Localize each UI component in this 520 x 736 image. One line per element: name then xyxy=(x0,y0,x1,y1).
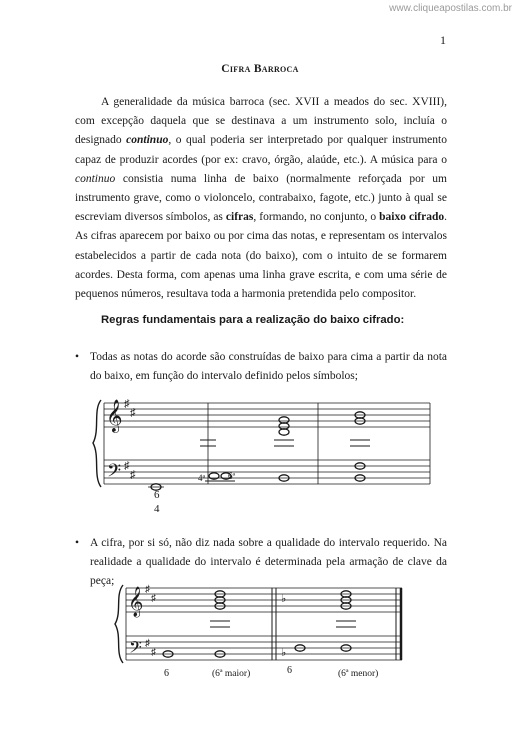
sharp-icon: ♯ xyxy=(130,469,136,481)
treble-clef-icon: 𝄞 xyxy=(106,401,123,432)
bass-clef-icon: 𝄢 xyxy=(107,460,122,485)
intro-text-4: , formando, no conjunto, o xyxy=(253,211,380,224)
sharp-icon: ♯ xyxy=(124,460,130,472)
page-title: Cifra Barroca xyxy=(221,63,299,75)
intro-text-1: A generalidade da música barroca (sec. XVII a meados do sec. XVIII), com excepção daquela que se destinava a um instrumento solo, incluía o designado xyxy=(75,96,447,147)
brace-icon xyxy=(93,400,101,487)
bullet-text-1: Todas as notas do acorde são construídas de baixo para cima a partir da nota do baixo, em função do intervalo definido pelos símbolos; xyxy=(90,351,447,383)
interval-label-4a: 4ª xyxy=(198,473,205,483)
term-continuo: continuo xyxy=(126,134,169,147)
figure-left: 6 xyxy=(164,668,169,679)
bullet-dot: • xyxy=(75,537,80,549)
interval-label-6a: 6ª xyxy=(228,471,235,481)
sharp-icon: ♯ xyxy=(151,593,156,604)
bullet-dot: • xyxy=(75,351,80,363)
figure-top: 6 xyxy=(154,489,160,501)
figure-right: 6 xyxy=(287,665,292,676)
term-cifras: cifras xyxy=(225,211,254,224)
treble-clef-icon: 𝄞 xyxy=(128,587,144,616)
intro-text-2: , o qual poderia ser interpretado por qualquer instrumento capaz de produzir acordes (por ex: cravo, órgão, alaúde, etc.). A música para o xyxy=(75,134,447,166)
intro-text-5: . As cifras aparecem por baixo ou por cima das notas, e representam os intervalos estabelecidos a partir de cada nota (do baixo), com o intuito de se formarem acordes. Desta forma, com apenas uma linha grave escrita, e com uma série de pequenos números, resultava toda a harmonia pretendida pelo compositor. xyxy=(75,211,447,301)
quality-label-right: (6ª menor) xyxy=(338,669,379,679)
sharp-icon: ♯ xyxy=(130,407,136,419)
bullet-text-2: A cifra, por si só, não diz nada sobre a qualidade do intervalo requerido. Na realidade a qualidade do intervalo é determinada pela armação de clave da peça; xyxy=(90,537,447,588)
watermark: www.cliqueapostilas.com.br xyxy=(389,3,512,14)
term-continuo-2: continuo xyxy=(75,172,116,185)
intro-text-3: consistia numa linha de baixo (normalmente reforçada por um instrumento grave, como o violoncelo, contrabaixo, fagote, etc.) junto à qual se escreviam diversos símbolos, as xyxy=(75,172,447,224)
flat-icon: ♭ xyxy=(281,593,287,605)
section-heading: Regras fundamentais para a realização do baixo cifrado: xyxy=(101,314,405,326)
sharp-icon: ♯ xyxy=(151,647,156,658)
figure-bottom: 4 xyxy=(154,503,160,515)
sharp-icon: ♯ xyxy=(124,398,130,410)
sharp-icon: ♯ xyxy=(145,584,150,595)
quality-label-left: (6ª maior) xyxy=(212,669,251,679)
page-number: 1 xyxy=(440,33,446,47)
term-baixo-cifrado: baixo cifrado xyxy=(379,211,445,224)
flat-icon: ♭ xyxy=(281,647,287,659)
sharp-icon: ♯ xyxy=(145,638,150,649)
bass-clef-icon: 𝄢 xyxy=(129,639,142,661)
